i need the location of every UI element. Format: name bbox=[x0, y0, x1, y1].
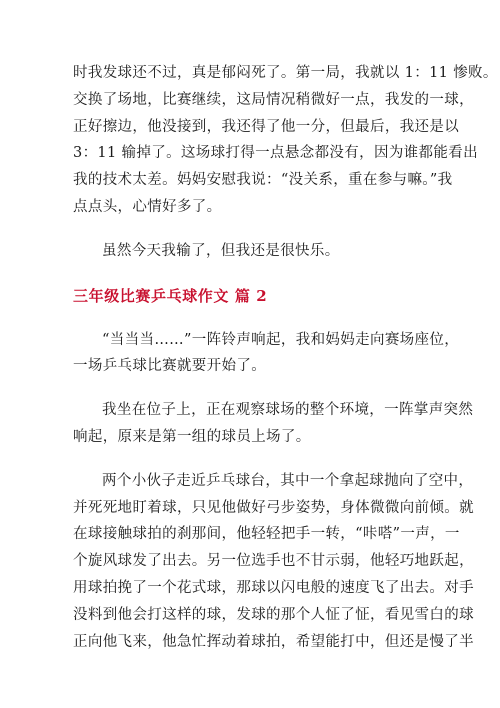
closing-paragraph bbox=[73, 238, 442, 265]
paragraph-1 bbox=[73, 327, 460, 381]
text-line: 并死死地盯着球，只见他做好弓步姿势，身体微微向前倾。就 bbox=[73, 499, 474, 516]
section1-paragraph bbox=[73, 60, 498, 221]
section-heading: 三年级比赛乒乓球作文 篇 2 bbox=[73, 286, 268, 305]
text-line: 正向他飞来，他急忙挥动着球拍，希望能打中，但还是慢了半 bbox=[73, 633, 474, 650]
text-line: 时我发球还不过，真是郁闷死了。第一局，我就以 1：11 惨败。 bbox=[73, 65, 498, 81]
paragraph-2 bbox=[73, 397, 474, 451]
text-line: 我坐在位子上，正在观察球场的整个环境，一阵掌声突然 bbox=[102, 402, 474, 419]
text-line: 虽然今天我输了，但我还是很快乐。 bbox=[102, 242, 340, 259]
text-line: 个旋风球发了出去。另一位选手也不甘示弱，他轻巧地跃起， bbox=[73, 553, 474, 570]
text-line: 正好擦边，他没接到，我还得了他一分，但最后，我还是以 bbox=[73, 118, 460, 135]
text-line: 点点头，心情好多了。 bbox=[73, 198, 222, 215]
paragraph-3 bbox=[73, 468, 474, 656]
text-line: 响起，原来是第一组的球员上场了。 bbox=[73, 428, 311, 445]
text-line: 在球接触球拍的刹那间，他轻轻把手一转，“咔嗒”一声，一 bbox=[73, 526, 460, 543]
text-line: 我的技术太差。妈妈安慰我说：“没关系，重在参与嘛。”我 bbox=[73, 172, 453, 189]
text-line: 交换了场地，比赛继续，这局情况稍微好一点，我发的一球， bbox=[73, 91, 474, 108]
text-line: 3：11 输掉了。这场球打得一点悬念都没有，因为谁都能看出 bbox=[73, 145, 478, 162]
text-line: “当当当……”一阵铃声响起，我和妈妈走向赛场座位， bbox=[102, 331, 460, 348]
text-line: 用球拍挽了一个花式球，那球以闪电般的速度飞了出去。对手 bbox=[73, 579, 474, 596]
text-line: 一场乒乓球比赛就要开始了。 bbox=[73, 358, 267, 375]
text-line: 两个小伙子走近乒乓球台，其中一个拿起球抛向了空中， bbox=[102, 472, 474, 489]
text-line: 没料到他会打这样的球，发球的那个人怔了怔，看见雪白的球 bbox=[73, 606, 474, 623]
